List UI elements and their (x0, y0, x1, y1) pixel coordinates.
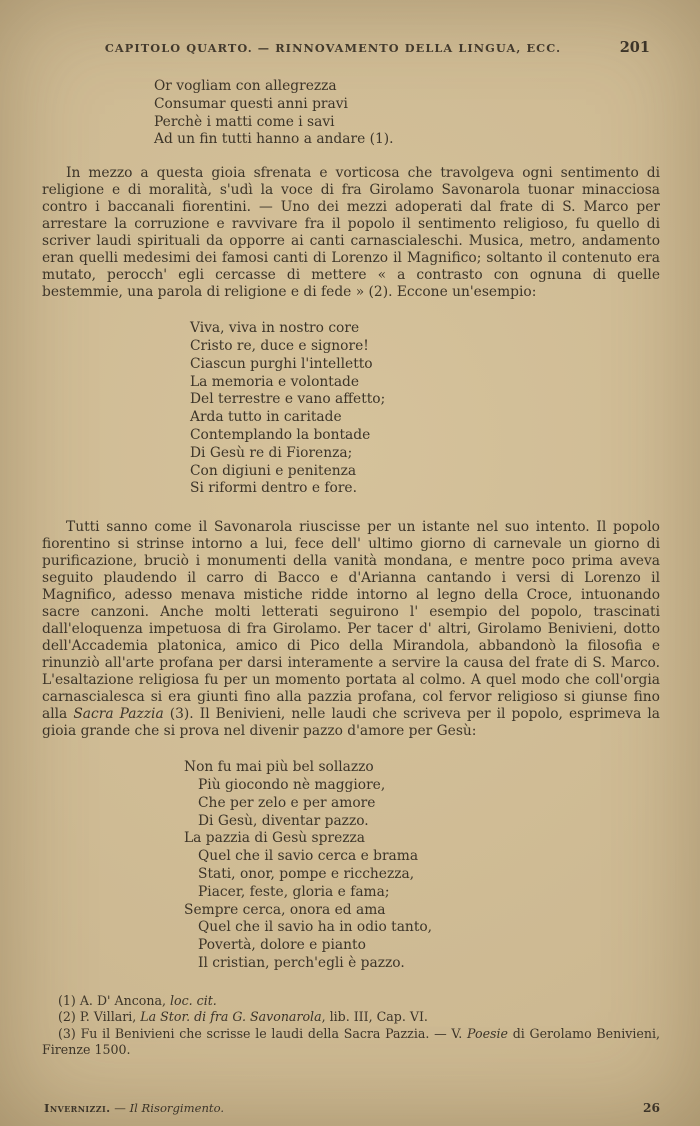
verse-line: Con digiuni e penitenza (190, 462, 357, 479)
page-number: 201 (619, 39, 650, 56)
paragraph-1: In mezzo a questa gioia sfrenata e vorticosa che travolgeva ogni sentimento di religione e di moralità, s'udì la voce di fra Girolamo Savonarola tuonar minacciosa contro i baccanali fiorentini. — Uno dei mezzi adoperati dal frate di S. Marco per arrestare la corruzione e ravvivare fra il popolo il sentimento religioso, fu quello di scriver laudi spirituali da opporre ai canti carnascialeschi. Musica, metro, andamento eran quelli medesimi dei famosi canti di Lorenzo il Magnifico; soltanto il contenuto era mutato, perocch' egli cercasse di mettere « a contrasto con ognuna di quelle bestemmie, una parola di religione e di fede » (2). Eccone un'esempio: (42, 165, 660, 301)
footnote-3-text: (3) Fu il Benivieni che scrisse le laudi della Sacra Pazzia. — V. (58, 1025, 468, 1041)
verse-line: Di Gesù re di Fiorenza; (190, 444, 353, 461)
verse-block-1 (154, 78, 660, 149)
footnote-2-citation: La Stor. di fra G. Savonarola (140, 1009, 322, 1025)
verse-line: Più giocondo nè maggiore, (198, 776, 386, 793)
verse-line: Ciascun purghi l'intelletto (190, 355, 373, 372)
verse-line: Del terrestre e vano affetto; (190, 391, 386, 408)
signature-separator: — (110, 1101, 130, 1115)
verse-line: Sempre cerca, onora ed ama (184, 901, 386, 918)
footnote-2-text: (2) P. Villari, (58, 1009, 141, 1025)
verse-line: Stati, onor, pompe e ricchezza, (198, 865, 415, 882)
verse-line: Che per zelo e per amore (198, 794, 376, 811)
paragraph-2-text-after: (3). Il Benivieni, nelle laudi che scriveva per il popolo, esprimeva la gioia grande che si prova nel divenir pazzo d'amore per Gesù: (42, 706, 661, 740)
verse-line: Consumar questi anni pravi (154, 95, 348, 112)
verse-block-3 (184, 759, 660, 973)
paragraph-2-text: Tutti sanno come il Savonarola riuscisse per un istante nel suo intento. Il popolo fiorentino si strinse intorno a lui, fece dell' ultimo giorno di carnevale un giorno di purificazione, bruciò i monumenti della vanità mondana, e mentre poco prima aveva seguito plaudendo il carro di Bacco e d'Arianna cantando i versi di Lorenzo il Magnifico, adesso menava mistiche ridde intorno al legno della Croce, intuonando sacre canzoni. Anche molti letterati seguirono l' esempio del popolo, trascinati dall'eloquenza impetuosa di fra Girolamo. Per tacer d' altri, Girolamo Benivieni, dotto dell'Accademia platonica, amico di Pico della Mirandola, abbandonò la filosofia e rinunziò all'arte profana per darsi interamente a servire la causa del frate di S. Marco. L'esaltazione religiosa fu per un momento portata al colmo. A quel modo che coll'orgia carnascialesca si era giunti fino alla pazzia profana, col fervor religioso si giunse fino alla (42, 519, 660, 723)
verse-line: Povertà, dolore e pianto (198, 937, 366, 954)
verse-line: Cristo re, duce e signore! (190, 337, 369, 354)
signature-author: Invernizzi. (44, 1101, 111, 1115)
printer-signature (44, 1100, 224, 1117)
verse-line: Arda tutto in caritade (190, 409, 342, 426)
footnote-2 (42, 1009, 660, 1026)
running-title: CAPITOLO QUARTO. — RINNOVAMENTO DELLA LINGUA, ECC. (104, 41, 562, 55)
verse-line: Ad un fin tutti hanno a andare (1). (154, 131, 394, 148)
footnote-3-citation: Poesie (467, 1025, 508, 1041)
verse-line: Perchè i matti come i savi (154, 113, 335, 130)
paragraph-2-italic-term: Sacra Pazzia (73, 706, 164, 723)
verse-line: Piacer, feste, gloria e fama; (198, 883, 390, 900)
sheet-number: 26 (643, 1101, 660, 1115)
verse-line: Non fu mai più bel sollazzo (184, 759, 374, 776)
footnote-1-citation: loc. cit. (169, 992, 217, 1008)
footnote-2-text-after: , lib. III, Cap. VI. (321, 1009, 428, 1025)
verse-line: La memoria e volontade (190, 373, 360, 390)
verse-line: Il cristian, perch'egli è pazzo. (198, 954, 405, 971)
verse-line: Contemplando la bontade (190, 426, 371, 443)
paragraph-2 (42, 519, 660, 740)
page-header (42, 40, 660, 58)
footnote-3 (42, 1026, 660, 1059)
page-footer (44, 1100, 660, 1117)
footnote-1 (42, 993, 660, 1010)
verse-line: Si riformi dentro e fore. (190, 480, 357, 497)
verse-block-2 (190, 320, 660, 498)
verse-line: La pazzia di Gesù sprezza (184, 830, 365, 847)
verse-line: Di Gesù, diventar pazzo. (198, 812, 369, 829)
verse-line: Quel che il savio cerca e brama (198, 848, 419, 865)
footnote-3-text-after: di Gerolamo Benivieni, Firenze 1500. (42, 1025, 661, 1058)
footnotes-section (42, 993, 660, 1059)
signature-work-title: Il Risorgimento. (129, 1101, 225, 1115)
verse-line: Or vogliam con allegrezza (154, 78, 337, 94)
verse-line: Viva, viva in nostro core (190, 320, 360, 337)
verse-line: Quel che il savio ha in odio tanto, (198, 919, 433, 936)
footnote-1-text: (1) A. D' Ancona, (58, 992, 170, 1008)
